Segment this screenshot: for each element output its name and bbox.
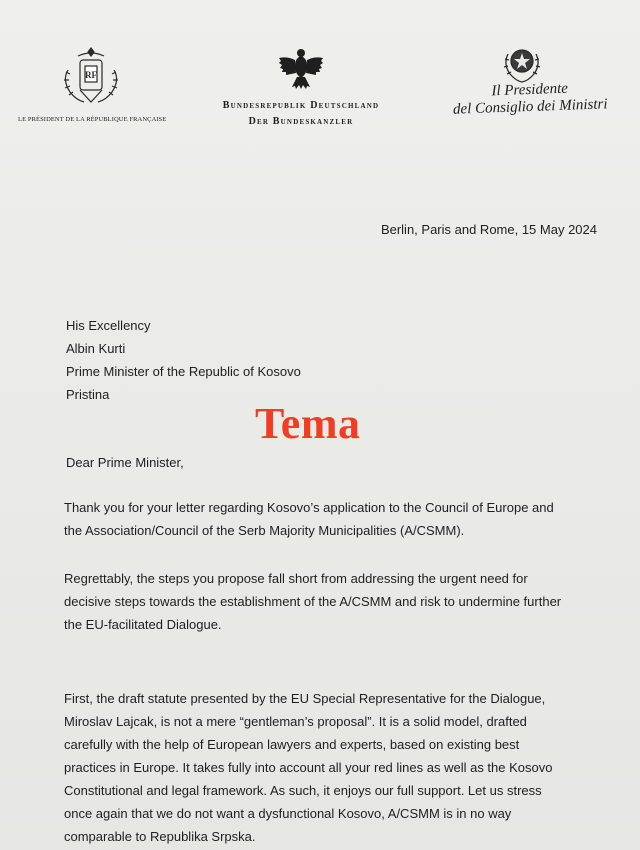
paragraph-line: Thank you for your letter regarding Kosovo’s application to the Council of Europe and (64, 500, 554, 515)
italian-emblem-icon (500, 42, 544, 84)
paragraph-line: comparable to Republika Srpska. (64, 829, 256, 844)
paragraph-line: First, the draft statute presented by the EU Special Representative for the Dialogue, (64, 691, 546, 706)
paragraph-line: Miroslav Lajcak, is not a mere “gentleman’s proposal”. It is a solid model, drafted (64, 714, 527, 729)
emblem-letters: RF (85, 70, 97, 80)
italy-caption-line2: del Consiglio dei Ministri (452, 96, 608, 118)
dateline: Berlin, Paris and Rome, 15 May 2024 (380, 222, 597, 237)
address-line: Albin Kurti (66, 341, 126, 356)
tema-watermark: Tema (255, 399, 361, 448)
germany-caption-line1: Bundesrepublik Deutschland (222, 100, 380, 111)
germany-caption-line2: Der Bundeskanzler (248, 116, 354, 127)
paragraph-line: Regrettably, the steps you propose fall short from addressing the urgent need for (64, 571, 528, 586)
paragraph-line: decisive steps towards the establishment of the A/CSMM and risk to undermine further (64, 594, 562, 609)
salutation: Dear Prime Minister, (66, 455, 184, 470)
italy-caption-line1: Il Presidente (491, 80, 569, 100)
italy-caption (439, 79, 620, 119)
paragraph-line: the Association/Council of the Serb Majority Municipalities (A/CSMM). (64, 523, 465, 538)
paragraph-line: practices in Europe. It takes fully into account all your red lines as well as the Kosovo (64, 760, 553, 775)
german-eagle-icon (276, 44, 326, 94)
address-line: Pristina (66, 387, 110, 402)
paragraph-draft-statute (64, 687, 584, 848)
address-line: Prime Minister of the Republic of Kosovo (66, 364, 301, 379)
paragraph-regret (64, 567, 584, 636)
paragraph-thanks (64, 496, 584, 542)
paragraph-line: the EU-facilitated Dialogue. (64, 617, 222, 632)
recipient-address (66, 314, 301, 406)
address-line: His Excellency (66, 318, 151, 333)
paragraph-line: once again that we do not want a dysfunctional Kosovo, A/CSMM is in no way (64, 806, 512, 821)
paragraph-line: carefully with the help of European lawyers and experts, based on existing best (64, 737, 520, 752)
paragraph-line: Constitutional and legal framework. As such, it enjoys our full support. Let us stress (64, 783, 542, 798)
france-caption: LE PRÉSIDENT DE LA RÉPUBLIQUE FRANÇAISE (18, 116, 167, 123)
germany-caption (186, 98, 416, 130)
french-presidential-emblem-icon (58, 44, 124, 110)
